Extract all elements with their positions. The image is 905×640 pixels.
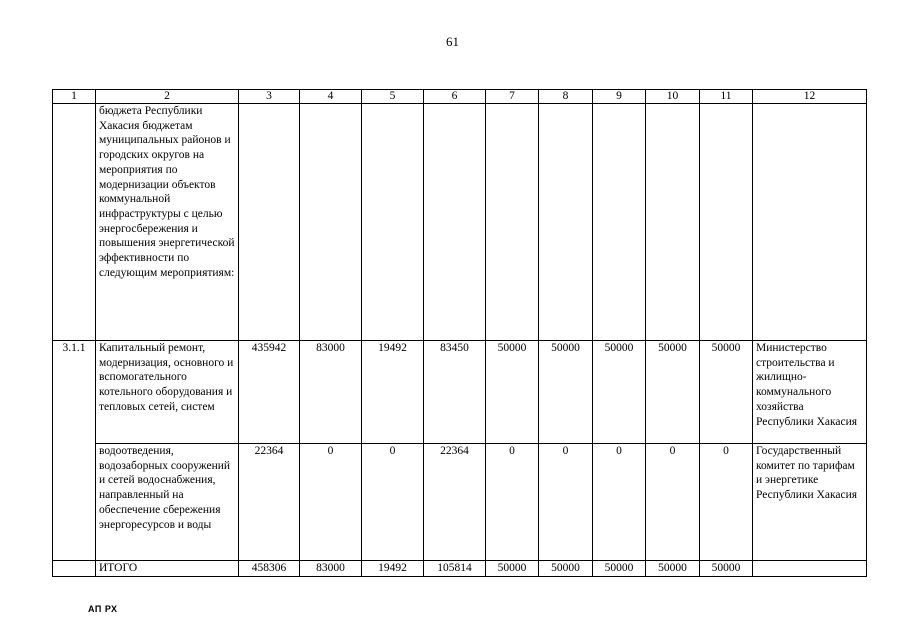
table-cell: 22364	[424, 444, 486, 561]
table-cell: 83450	[424, 341, 486, 444]
column-number: 12	[753, 90, 867, 104]
footer-mark: АП РХ	[88, 604, 118, 614]
column-number: 10	[646, 90, 700, 104]
continuation-text: бюджета Республики Хакасия бюджетам муниципальных районов и городских округов на мероприятия по модернизации объектов коммунальной инфраструктуры с целью энергосбережения и повышения энергетической эффективности по следующим мероприятиям:	[96, 104, 239, 341]
column-number: 3	[239, 90, 300, 104]
item-text-part2: водоотведения, водозаборных сооружений и сетей водоснабжения, направленный на обеспечение сбережения энергоресурсов и воды	[96, 444, 239, 561]
table-cell: 0	[539, 444, 593, 561]
table-cell: 50000	[700, 341, 753, 444]
total-cell: 105814	[424, 561, 486, 577]
column-number: 9	[593, 90, 646, 104]
table-cell: 0	[700, 444, 753, 561]
table-row	[53, 341, 867, 444]
total-cell: 50000	[539, 561, 593, 577]
table-cell: 0	[646, 444, 700, 561]
column-number: 1	[53, 90, 96, 104]
row-code	[53, 104, 96, 341]
table-cell: 50000	[486, 341, 539, 444]
table-cell: 83000	[300, 341, 362, 444]
continuation-row	[53, 104, 867, 341]
column-number-row	[53, 90, 867, 104]
total-cell: 458306	[239, 561, 300, 577]
row-code: 3.1.1	[53, 341, 96, 561]
total-cell: 50000	[486, 561, 539, 577]
total-cell: 19492	[362, 561, 424, 577]
total-cell: 50000	[646, 561, 700, 577]
table-cell: 0	[486, 444, 539, 561]
total-label: ИТОГО	[96, 561, 239, 577]
table-cell: 22364	[239, 444, 300, 561]
column-number: 11	[700, 90, 753, 104]
table-cell: 19492	[362, 341, 424, 444]
table-cell: 50000	[593, 341, 646, 444]
total-cell: 83000	[300, 561, 362, 577]
table-cell: 435942	[239, 341, 300, 444]
column-number: 2	[96, 90, 239, 104]
total-row	[53, 561, 867, 577]
table-cell: 50000	[646, 341, 700, 444]
table-cell: 50000	[539, 341, 593, 444]
column-number: 8	[539, 90, 593, 104]
item-text-part1: Капитальный ремонт, модернизация, основного и вспомогательного котельного оборудования и тепловых сетей, систем	[96, 341, 239, 444]
column-number: 4	[300, 90, 362, 104]
total-cell: 50000	[700, 561, 753, 577]
table-cell: 0	[362, 444, 424, 561]
executor-cell: Государственный комитет по тарифам и энергетике Республики Хакасия	[753, 444, 867, 561]
page-number: 61	[446, 34, 459, 49]
table-row	[53, 444, 867, 561]
column-number: 7	[486, 90, 539, 104]
table-cell: 0	[300, 444, 362, 561]
table-cell: 0	[593, 444, 646, 561]
column-number: 6	[424, 90, 486, 104]
column-number: 5	[362, 90, 424, 104]
budget-table	[52, 89, 867, 577]
total-cell: 50000	[593, 561, 646, 577]
executor-cell: Министерство строительства и жилищно-коммунального хозяйства Республики Хакасия	[753, 341, 867, 444]
